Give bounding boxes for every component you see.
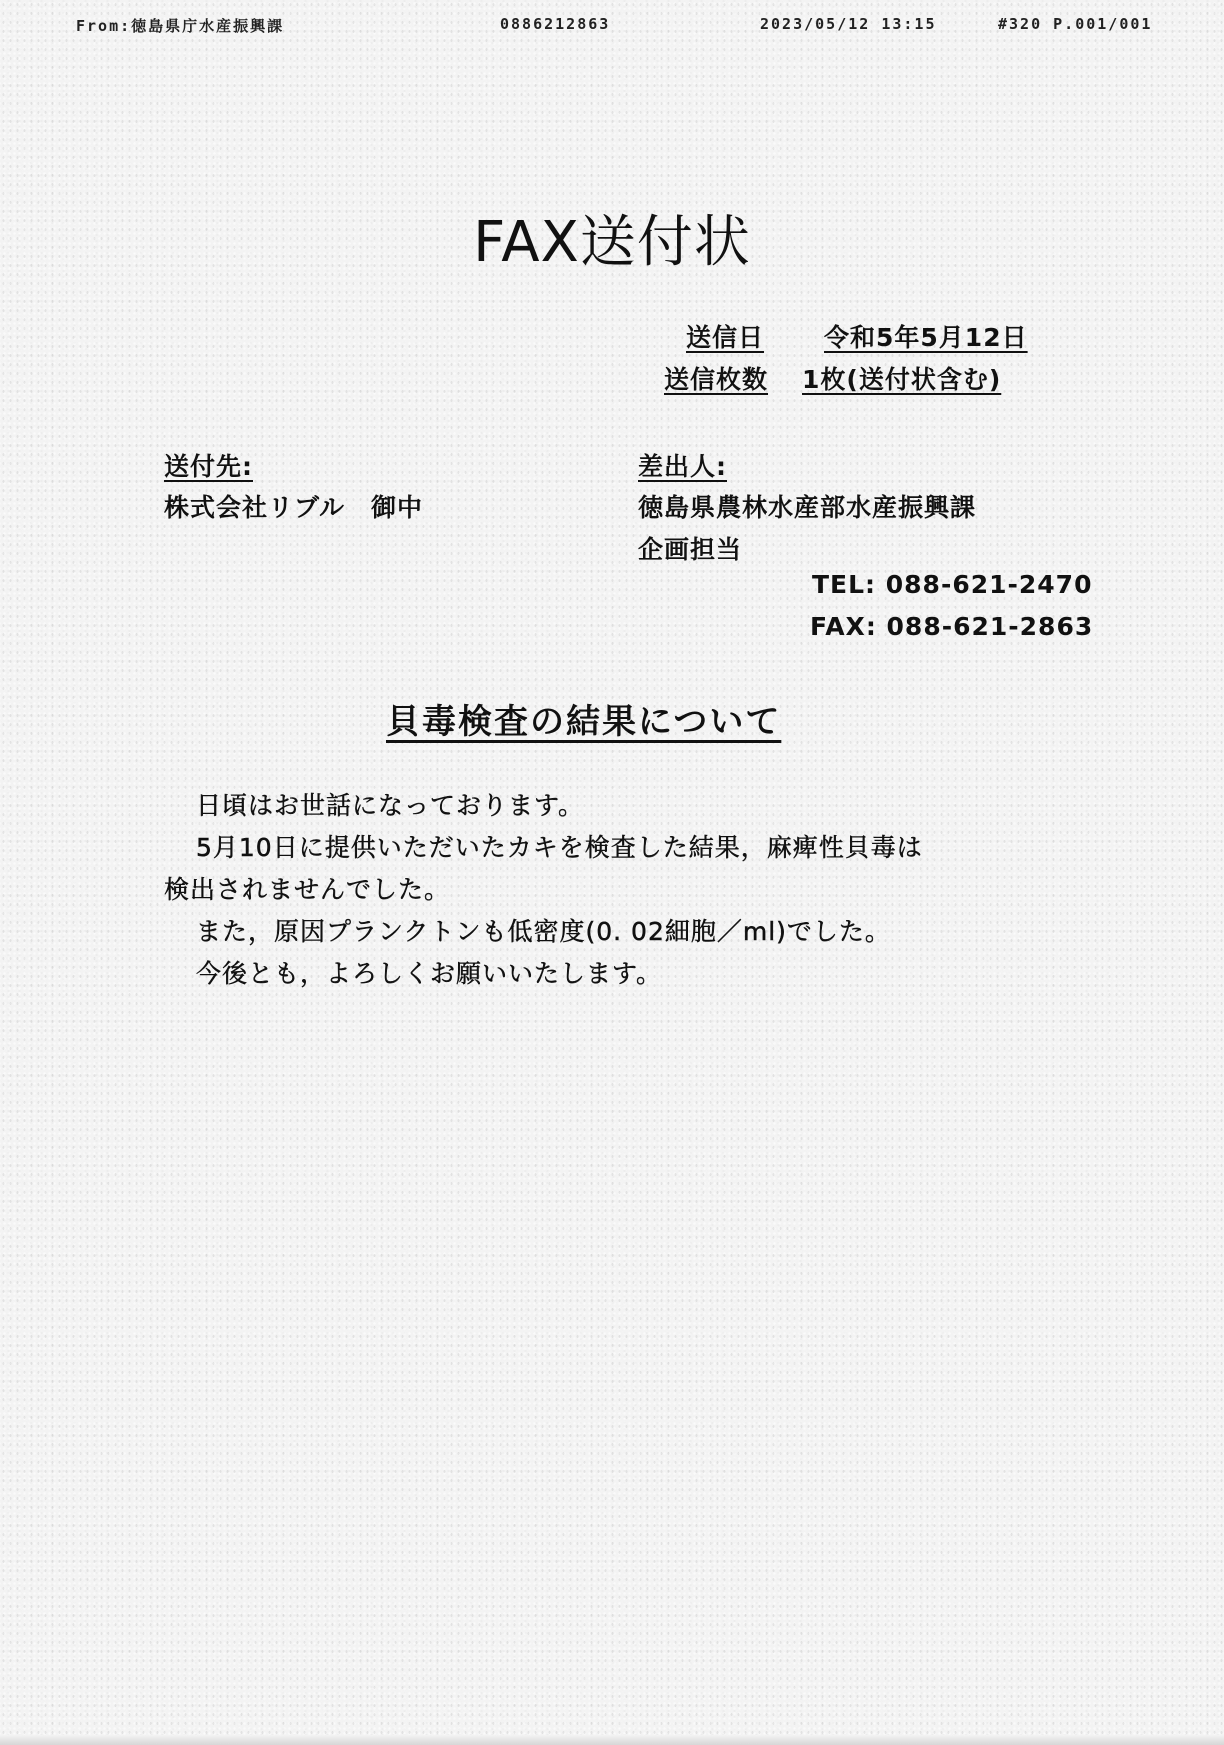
fax-header-page: #320 P.001/001 [998,15,1153,33]
page-count-row [664,360,1001,396]
page-bottom-edge [0,1735,1224,1745]
sender-department: 徳島県農林水産部水産振興課 [638,493,977,522]
subject-heading: 貝毒検査の結果について [386,702,782,742]
body-line: 検出されませんでした。 [164,875,451,904]
send-date-value: 令和5年5月12日 [824,323,1028,352]
document-title: FAX送付状 [473,210,751,275]
page-count-value: 1枚(送付状含む) [802,365,1002,394]
fax-header-number: 0886212863 [500,15,611,33]
body-line: また，原因プランクトンも低密度(0. 02細胞／ml)でした。 [196,917,891,946]
send-date-label: 送信日 [686,323,765,352]
fax-header-from: From:徳島県庁水産振興課 [76,17,285,35]
recipient-label: 送付先: [164,452,253,481]
send-date-row [686,318,1028,354]
sender-label: 差出人: [638,452,727,481]
sender-tel: TEL: 088-621-2470 [812,570,1093,599]
sender-fax: FAX: 088-621-2863 [810,612,1094,641]
page-count-label: 送信枚数 [664,365,769,394]
body-line: 日頃はお世話になっております。 [196,791,585,820]
sender-section: 企画担当 [638,535,743,564]
fax-header-datetime: 2023/05/12 13:15 [760,15,937,33]
body-line: 今後とも，よろしくお願いいたします。 [196,959,663,988]
body-line: 5月10日に提供いただいたカキを検査した結果，麻痺性貝毒は [196,833,923,862]
recipient-name: 株式会社リブル 御中 [164,493,424,522]
